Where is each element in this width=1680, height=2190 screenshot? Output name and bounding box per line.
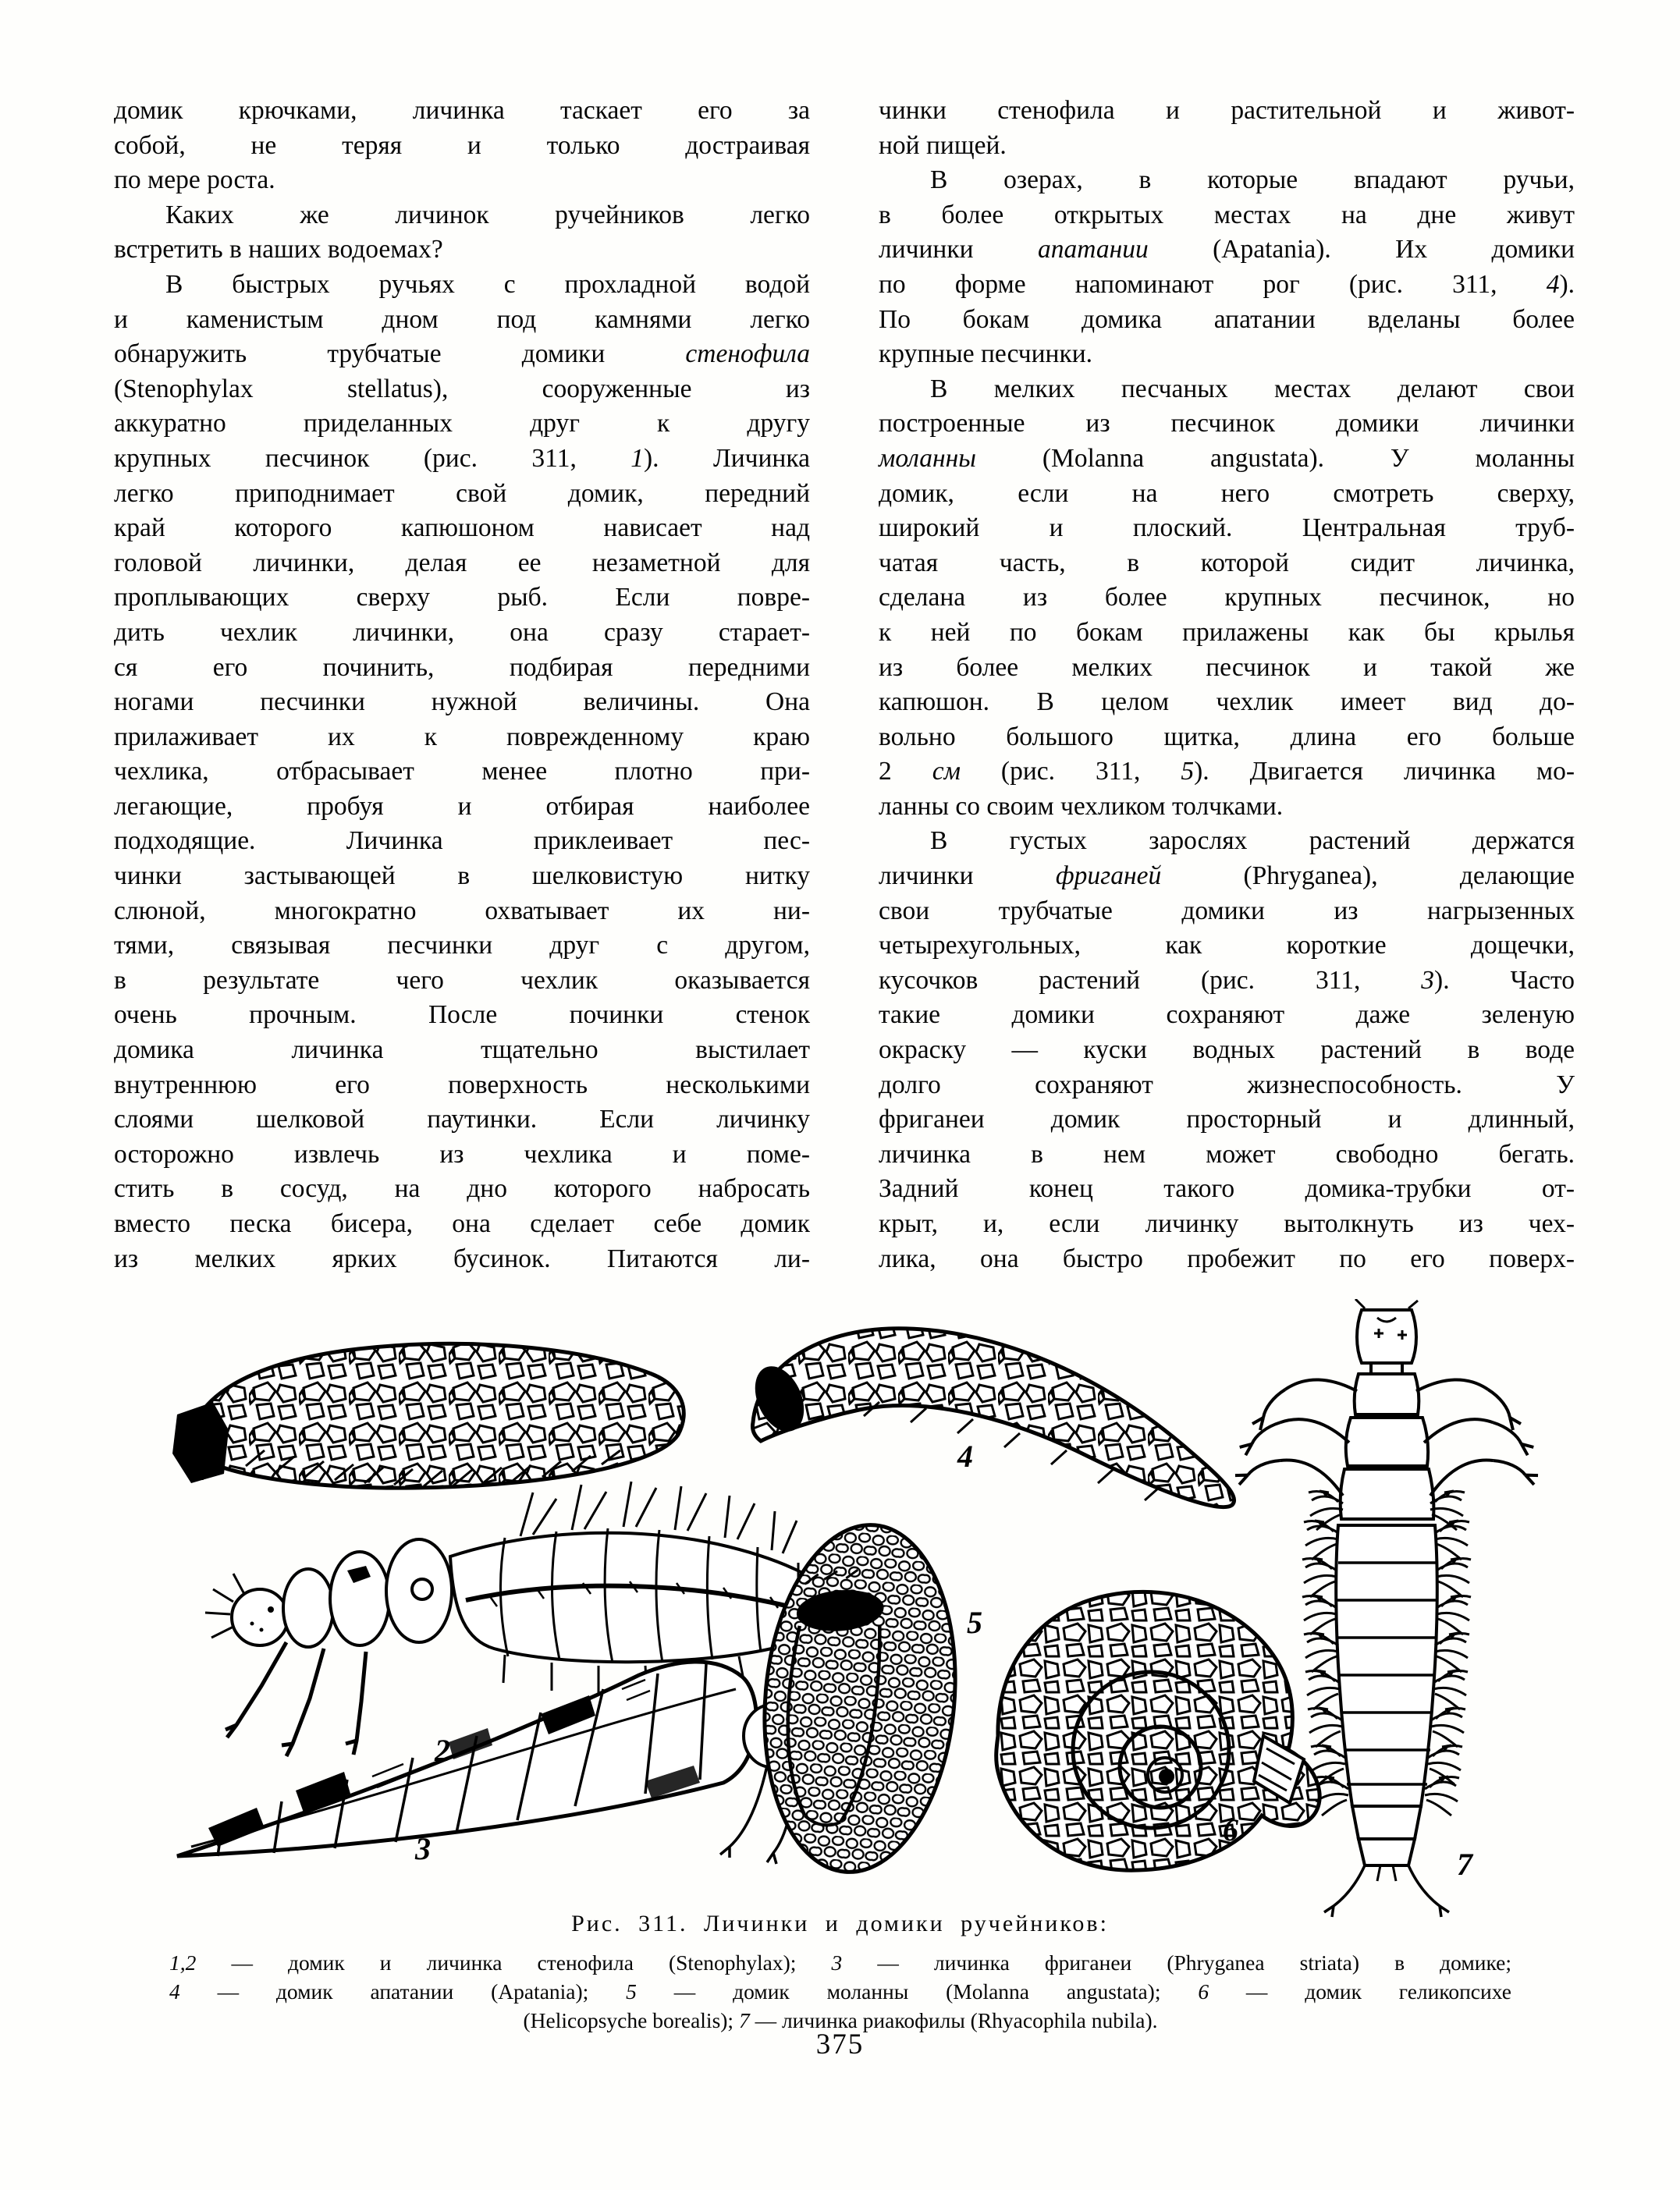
figure-label-7: 7	[1457, 1847, 1472, 1882]
text-line: Каких же личинок ручейников легко	[165, 200, 810, 229]
text-line: В густых зарослях растений держатся	[930, 826, 1575, 856]
text-line: В быстрых ручьях с прохладной водой	[165, 269, 810, 299]
text-line: домик крючками, личинка таскает его за	[114, 96, 810, 125]
text-line: в более открытых местах на дне живут	[879, 200, 1575, 229]
text-line: подходящие. Личинка приклеивает пес-	[114, 826, 810, 856]
text-line: и каменистым дном под камнями легко	[114, 304, 810, 334]
stenophylax-case-drawing	[172, 1343, 684, 1488]
figure-caption-lines	[169, 1948, 1511, 2035]
figure-label-1: 1	[191, 1452, 207, 1487]
text-line: по форме напоминают рог (рис. 311, 4).	[879, 269, 1575, 299]
figure-label-4: 4	[957, 1439, 973, 1474]
text-line: край которого капюшоном нависает над	[114, 513, 810, 543]
text-line: сделана из более крупных песчинок, но	[879, 583, 1575, 612]
text-line: личинка в нем может свободно бегать.	[879, 1139, 1575, 1169]
text-line: в результате чего чехлик оказывается	[114, 965, 810, 995]
text-column-left	[114, 94, 810, 1276]
text-line: ногами песчинки нужной величины. Она	[114, 687, 810, 717]
text-line: кусочков растений (рис. 311, 3). Часто	[879, 965, 1575, 995]
text-line: чатая часть, в которой сидит личинка,	[879, 548, 1575, 577]
text-line: дить чехлик личинки, она сразу старает-	[114, 617, 810, 647]
figure-caption-title: Рис. 311. Личинки и домики ручейников:	[571, 1911, 1109, 1936]
figure-label-2: 2	[435, 1733, 450, 1768]
text-line: к ней по бокам прилажены как бы крылья	[879, 617, 1575, 647]
figure-311-illustration	[99, 1299, 1582, 1923]
text-line: из мелких ярких бусинок. Питаются ли-	[114, 1244, 810, 1273]
text-line: из более мелких песчинок и такой же	[879, 652, 1575, 682]
text-line: моланны (Molanna angustata). У моланны	[879, 443, 1575, 473]
text-line: четырехугольных, как короткие дощечки,	[879, 931, 1575, 960]
text-line: такие домики сохраняют даже зеленую	[879, 1000, 1575, 1030]
text-line: прилаживает их к поврежденному краю	[114, 722, 810, 751]
text-line: ся его починить, подбирая передними	[114, 652, 810, 682]
text-line: В озерах, в которые впадают ручьи,	[930, 165, 1575, 195]
text-line: широкий и плоский. Центральная труб-	[879, 513, 1575, 543]
text-line: окраску — куски водных растений в воде	[879, 1035, 1575, 1065]
text-line: домика личинка тщательно выстилает	[114, 1035, 810, 1065]
figure-label-5: 5	[967, 1605, 982, 1640]
text-line: крупных песчинок (рис. 311, 1). Личинка	[114, 443, 810, 473]
text-line: Задний конец такого домика-трубки от-	[879, 1174, 1575, 1204]
text-line: вместо песка бисера, она сделает себе домик	[114, 1209, 810, 1238]
text-line: В мелких песчаных местах делают свои	[930, 374, 1575, 403]
page-number: 375	[815, 2029, 865, 2060]
text-line: ланны со своим чехликом толчками.	[879, 791, 1284, 821]
text-line: обнаружить трубчатые домики стенофила	[114, 339, 810, 369]
text-line: аккуратно приделанных друг к другу	[114, 409, 810, 438]
text-line: головой личинки, делая ее незаметной для	[114, 548, 810, 577]
figure-caption-line: 4 — домик апатании (Apatania); 5 — домик моланны (Molanna angustata); 6 — домик геликопсихе	[169, 1979, 1511, 2004]
text-line: встретить в наших водоемах?	[114, 235, 443, 264]
text-column-right	[879, 94, 1575, 1276]
text-line: чинки застывающей в шелковистую нитку	[114, 861, 810, 891]
figure-caption-line: 1,2 — домик и личинка стенофила (Stenophylax); 3 — личинка фриганеи (Phryganea striata) в домике;	[169, 1950, 1512, 1975]
text-line: построенные из песчинок домики личинки	[879, 409, 1575, 438]
text-line: проплывающих сверху рыб. Если повре-	[114, 583, 810, 612]
text-line: очень прочным. После починки стенок	[114, 1000, 810, 1030]
text-line: осторожно извлечь из чехлика и поме-	[114, 1139, 810, 1169]
text-line: слоями шелковой паутинки. Если личинку	[114, 1105, 810, 1134]
text-line: фриганеи домик просторный и длинный,	[879, 1105, 1575, 1134]
text-line: слюной, многократно охватывает их ни-	[114, 896, 810, 925]
helicopsyche-case-drawing	[996, 1592, 1319, 1870]
text-line: чехлика, отбрасывает менее плотно при-	[114, 757, 810, 786]
text-line: 2 см (рис. 311, 5). Двигается личинка мо-	[879, 757, 1575, 786]
text-line: вольно большого щитка, длина его больше	[879, 722, 1575, 751]
text-line: крупные песчинки.	[879, 339, 1093, 369]
text-line: лика, она быстро пробежит по его поверх-	[879, 1244, 1575, 1273]
text-line: стить в сосуд, на дно которого набросать	[114, 1174, 810, 1204]
text-line: капюшон. В целом чехлик имеет вид до-	[879, 687, 1575, 717]
text-line: чинки стенофила и растительной и живот-	[879, 96, 1575, 125]
text-line: личинки фриганей (Phryganea), делающие	[879, 861, 1575, 891]
text-line: ной пищей.	[879, 130, 1007, 160]
text-line: домик, если на него смотреть сверху,	[879, 478, 1575, 508]
text-line: легко приподнимает свой домик, передний	[114, 478, 810, 508]
figure-label-3: 3	[415, 1831, 431, 1866]
apatania-case-drawing	[746, 1329, 1234, 1507]
text-line: собой, не теряя и только достраивая	[114, 130, 810, 160]
text-line: крыт, и, если личинку вытолкнуть из чех-	[879, 1209, 1575, 1238]
text-line: тями, связывая песчинки друг с другом,	[114, 931, 810, 960]
text-line: По бокам домика апатании вделаны более	[879, 304, 1575, 334]
text-line: по мере роста.	[114, 165, 275, 195]
text-line: (Stenophylax stellatus), сооруженные из	[114, 374, 810, 403]
text-line: долго сохраняют жизнеспособность. У	[879, 1070, 1575, 1099]
phryganea-case-larva-drawing	[177, 1662, 865, 1864]
text-line: личинки апатании (Apatania). Их домики	[879, 235, 1575, 264]
text-line: легающие, пробуя и отбирая наиболее	[114, 791, 810, 821]
figure-caption-line: (Helicopsyche borealis); 7 — личинка риакофилы (Rhyacophila nubila).	[523, 2008, 1158, 2032]
text-line: внутреннюю его поверхность несколькими	[114, 1070, 810, 1099]
text-line: свои трубчатые домики из нагрызенных	[879, 896, 1575, 925]
figure-label-6: 6	[1223, 1812, 1238, 1847]
